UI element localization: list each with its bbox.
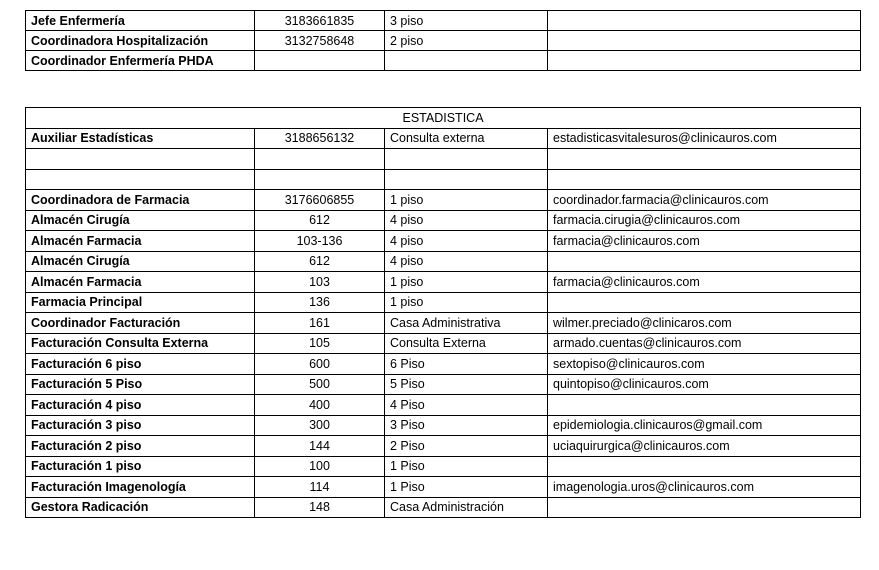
location-cell: 2 piso xyxy=(385,31,548,51)
email-cell: epidemiologia.clinicauros@gmail.com xyxy=(548,415,861,436)
name-cell: Coordinador Facturación xyxy=(26,313,255,334)
name-cell xyxy=(26,149,255,170)
extension-cell: 103 xyxy=(255,272,385,293)
email-cell: armado.cuentas@clinicauros.com xyxy=(548,333,861,354)
email-cell xyxy=(548,456,861,477)
location-cell: 4 piso xyxy=(385,231,548,252)
email-cell xyxy=(548,292,861,313)
email-cell xyxy=(548,497,861,518)
location-cell: 4 piso xyxy=(385,210,548,231)
extension-cell: 612 xyxy=(255,210,385,231)
table-row xyxy=(26,292,861,313)
name-cell: Gestora Radicación xyxy=(26,497,255,518)
name-cell xyxy=(26,169,255,190)
table-row xyxy=(26,374,861,395)
table-row xyxy=(26,395,861,416)
table-row xyxy=(26,456,861,477)
table-row xyxy=(26,436,861,457)
email-cell xyxy=(548,11,861,31)
email-cell xyxy=(548,251,861,272)
table-row xyxy=(26,354,861,375)
table-row xyxy=(26,333,861,354)
email-cell xyxy=(548,395,861,416)
location-cell: 3 piso xyxy=(385,11,548,31)
table-row xyxy=(26,477,861,498)
section-header-row xyxy=(26,108,861,129)
email-cell: estadisticasvitalesuros@clinicauros.com xyxy=(548,128,861,149)
extension-cell: 3176606855 xyxy=(255,190,385,211)
location-cell: 5 Piso xyxy=(385,374,548,395)
table-row xyxy=(26,190,861,211)
email-cell: sextopiso@clinicauros.com xyxy=(548,354,861,375)
email-cell xyxy=(548,149,861,170)
email-cell xyxy=(548,51,861,71)
table-row xyxy=(26,128,861,149)
extension-cell: 300 xyxy=(255,415,385,436)
extension-cell: 161 xyxy=(255,313,385,334)
email-cell: farmacia@clinicauros.com xyxy=(548,272,861,293)
location-cell: 1 Piso xyxy=(385,456,548,477)
email-cell: farmacia.cirugia@clinicauros.com xyxy=(548,210,861,231)
extension-cell: 144 xyxy=(255,436,385,457)
name-cell: Almacén Farmacia xyxy=(26,231,255,252)
table-row xyxy=(26,415,861,436)
main-table-body xyxy=(26,108,861,518)
table-row xyxy=(26,231,861,252)
name-cell: Facturación Consulta Externa xyxy=(26,333,255,354)
extension-cell: 136 xyxy=(255,292,385,313)
location-cell xyxy=(385,169,548,190)
name-cell: Facturación 2 piso xyxy=(26,436,255,457)
location-cell: 4 piso xyxy=(385,251,548,272)
extension-cell: 103-136 xyxy=(255,231,385,252)
location-cell: 2 Piso xyxy=(385,436,548,457)
table-row xyxy=(26,31,861,51)
email-cell: farmacia@clinicauros.com xyxy=(548,231,861,252)
email-cell: coordinador.farmacia@clinicauros.com xyxy=(548,190,861,211)
extension-cell: 3132758648 xyxy=(255,31,385,51)
name-cell: Coordinador Enfermería PHDA xyxy=(26,51,255,71)
extension-cell: 600 xyxy=(255,354,385,375)
extension-cell xyxy=(255,169,385,190)
email-cell: wilmer.preciado@clinicaros.com xyxy=(548,313,861,334)
extension-cell: 105 xyxy=(255,333,385,354)
extension-cell: 3188656132 xyxy=(255,128,385,149)
location-cell: Casa Administrativa xyxy=(385,313,548,334)
extension-cell xyxy=(255,51,385,71)
email-cell xyxy=(548,169,861,190)
location-cell xyxy=(385,51,548,71)
table-row xyxy=(26,169,861,190)
name-cell: Facturación 5 Piso xyxy=(26,374,255,395)
extension-cell: 612 xyxy=(255,251,385,272)
table-row xyxy=(26,272,861,293)
extension-cell xyxy=(255,149,385,170)
name-cell: Coordinadora de Farmacia xyxy=(26,190,255,211)
location-cell: Consulta externa xyxy=(385,128,548,149)
name-cell: Coordinadora Hospitalización xyxy=(26,31,255,51)
name-cell: Facturación 4 piso xyxy=(26,395,255,416)
location-cell: Casa Administración xyxy=(385,497,548,518)
name-cell: Facturación 1 piso xyxy=(26,456,255,477)
location-cell: 4 Piso xyxy=(385,395,548,416)
staff-directory-top-table xyxy=(25,10,861,71)
location-cell: 1 Piso xyxy=(385,477,548,498)
table-row xyxy=(26,497,861,518)
section-title: ESTADISTICA xyxy=(26,108,861,129)
table-row xyxy=(26,11,861,31)
table-row xyxy=(26,51,861,71)
extension-cell: 3183661835 xyxy=(255,11,385,31)
name-cell: Auxiliar Estadísticas xyxy=(26,128,255,149)
table-row xyxy=(26,210,861,231)
location-cell: 1 piso xyxy=(385,190,548,211)
name-cell: Farmacia Principal xyxy=(26,292,255,313)
table-row xyxy=(26,251,861,272)
extension-cell: 114 xyxy=(255,477,385,498)
email-cell: imagenologia.uros@clinicauros.com xyxy=(548,477,861,498)
estadistica-directory-table xyxy=(25,107,861,518)
location-cell: Consulta Externa xyxy=(385,333,548,354)
email-cell xyxy=(548,31,861,51)
location-cell xyxy=(385,149,548,170)
location-cell: 1 piso xyxy=(385,292,548,313)
name-cell: Facturación 3 piso xyxy=(26,415,255,436)
name-cell: Almacén Cirugía xyxy=(26,251,255,272)
name-cell: Almacén Farmacia xyxy=(26,272,255,293)
extension-cell: 500 xyxy=(255,374,385,395)
name-cell: Almacén Cirugía xyxy=(26,210,255,231)
extension-cell: 148 xyxy=(255,497,385,518)
location-cell: 3 Piso xyxy=(385,415,548,436)
name-cell: Jefe Enfermería xyxy=(26,11,255,31)
table-row xyxy=(26,313,861,334)
name-cell: Facturación Imagenología xyxy=(26,477,255,498)
location-cell: 6 Piso xyxy=(385,354,548,375)
email-cell: uciaquirurgica@clinicauros.com xyxy=(548,436,861,457)
name-cell: Facturación 6 piso xyxy=(26,354,255,375)
email-cell: quintopiso@clinicauros.com xyxy=(548,374,861,395)
top-table-body xyxy=(26,11,861,71)
location-cell: 1 piso xyxy=(385,272,548,293)
extension-cell: 400 xyxy=(255,395,385,416)
table-row xyxy=(26,149,861,170)
extension-cell: 100 xyxy=(255,456,385,477)
